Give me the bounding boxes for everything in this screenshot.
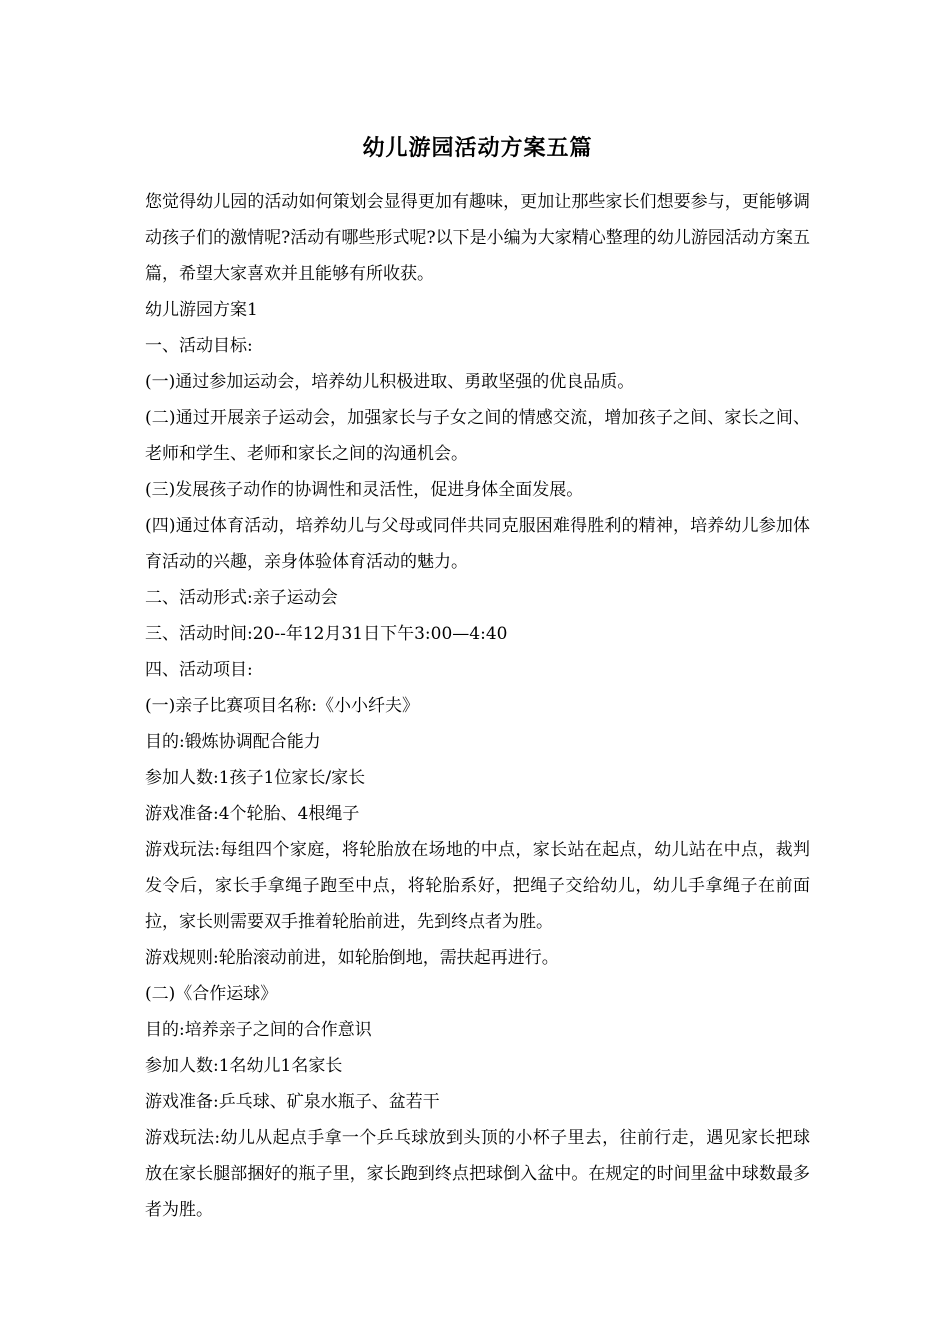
event-2-preparation: 游戏准备:乒乓球、矿泉水瓶子、盆若干	[145, 1092, 440, 1112]
event-2-gameplay: 游戏玩法:幼儿从起点手拿一个乒乓球放到头顶的小杯子里去，往前行走，遇见家长把球放在家长腿部捆好的瓶子里，家长跑到终点把球倒入盆中。在规定的时间里盆中球数最多者为胜。	[145, 1128, 810, 1220]
document-page	[145, 130, 810, 1228]
intro-paragraph: 您觉得幼儿园的活动如何策划会显得更加有趣味，更加让那些家长们想要参与，更能够调动孩子们的激情呢?活动有哪些形式呢?以下是小编为大家精心整理的幼儿游园活动方案五篇，希望大家喜欢并且能够有所收获。	[145, 192, 810, 284]
goal-item-2: (二)通过开展亲子运动会，加强家长与子女之间的情感交流，增加孩子之间、家长之间、老师和学生、老师和家长之间的沟通机会。	[145, 408, 810, 464]
document-title: 幼儿游园活动方案五篇	[362, 135, 593, 161]
goal-item-1: (一)通过参加运动会，培养幼儿积极进取、勇敢坚强的优良品质。	[145, 372, 635, 392]
event-1-gameplay: 游戏玩法:每组四个家庭，将轮胎放在场地的中点，家长站在起点，幼儿站在中点，裁判发令后，家长手拿绳子跑至中点，将轮胎系好，把绳子交给幼儿，幼儿手拿绳子在前面拉，家长则需要双手推着轮胎前进，先到终点者为胜。	[145, 840, 810, 932]
event-2-purpose: 目的:培养亲子之间的合作意识	[145, 1020, 372, 1040]
event-1-name: (一)亲子比赛项目名称:《小小纤夫》	[145, 696, 419, 716]
event-1-purpose: 目的:锻炼协调配合能力	[145, 732, 321, 752]
goal-item-4: (四)通过体育活动，培养幼儿与父母或同伴共同克服困难得胜利的精神，培养幼儿参加体育活动的兴趣，亲身体验体育活动的魅力。	[145, 516, 810, 572]
event-1-rules: 游戏规则:轮胎滚动前进，如轮胎倒地，需扶起再进行。	[145, 948, 559, 968]
section-heading-time: 三、活动时间:20--年12月31日下午3:00—4:40	[145, 624, 508, 644]
event-1-participants: 参加人数:1孩子1位家长/家长	[145, 768, 366, 788]
event-2-participants: 参加人数:1名幼儿1名家长	[145, 1056, 343, 1076]
section-heading-events: 四、活动项目:	[145, 660, 253, 680]
section-heading-form: 二、活动形式:亲子运动会	[145, 588, 338, 608]
event-2-name: (二)《合作运球》	[145, 984, 278, 1004]
section-heading-goals: 一、活动目标:	[145, 336, 253, 356]
goal-item-3: (三)发展孩子动作的协调性和灵活性，促进身体全面发展。	[145, 480, 584, 500]
plan-heading: 幼儿游园方案1	[145, 300, 258, 320]
event-1-preparation: 游戏准备:4个轮胎、4根绳子	[145, 804, 360, 824]
